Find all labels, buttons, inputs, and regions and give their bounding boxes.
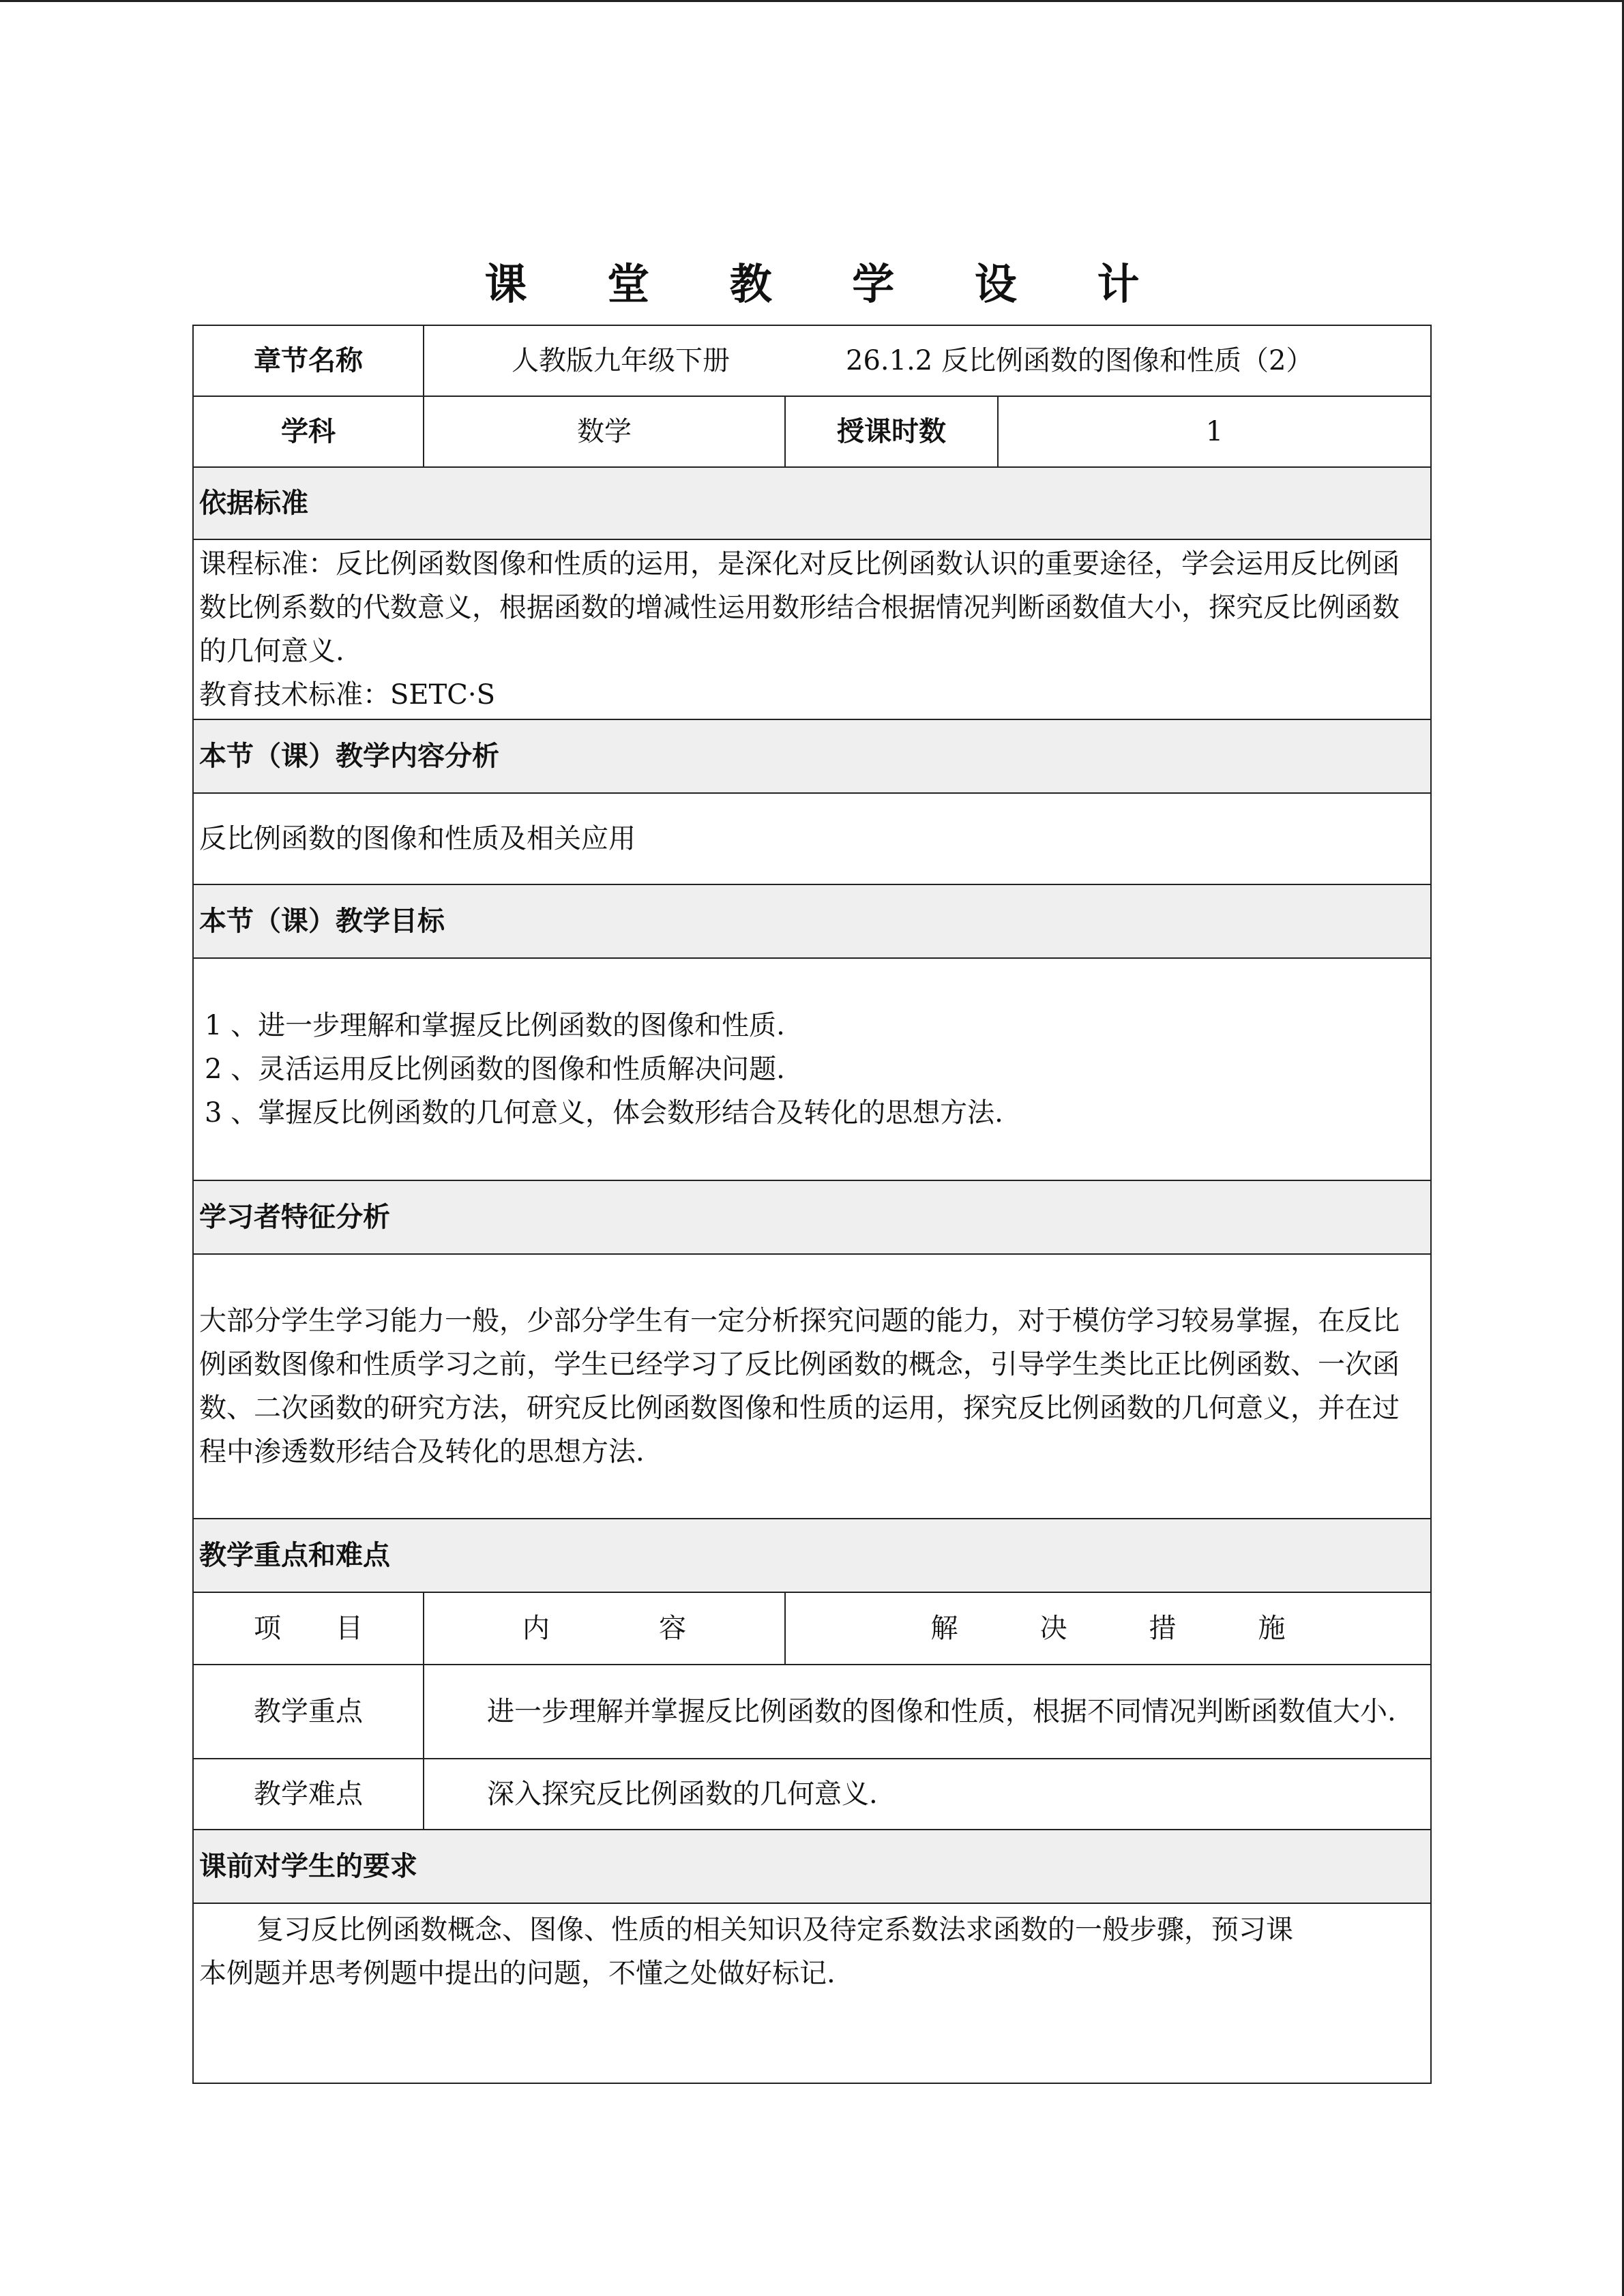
focus-text: 进一步理解并掌握反比例函数的图像和性质，根据不同情况判断函数值大小.	[424, 1665, 1431, 1759]
key-points-column-row	[193, 1592, 1431, 1665]
objectives-heading: 本节（课）教学目标	[193, 884, 1431, 958]
lesson-design-table	[192, 325, 1432, 2084]
chapter-topic: 26.1.2 反比例函数的图像和性质（2）	[846, 345, 1314, 376]
key-points-heading-row	[193, 1519, 1431, 1592]
document-title: 课 堂 教 学 设 计	[484, 259, 1172, 309]
focus-row	[193, 1665, 1431, 1759]
subject-label: 学科	[193, 396, 424, 467]
pre-class-heading: 课前对学生的要求	[193, 1830, 1431, 1903]
pre-class-text: 复习反比例函数概念、图像、性质的相关知识及待定系数法求函数的一般步骤，预习课本例题并思考例题中提出的问题，不懂之处做好标记.	[199, 1914, 1293, 1989]
standards-heading: 依据标准	[193, 467, 1431, 539]
learner-body-row	[193, 1254, 1431, 1519]
content-analysis-heading: 本节（课）教学内容分析	[193, 719, 1431, 793]
pre-class-heading-row	[193, 1830, 1431, 1903]
standards-heading-row	[193, 467, 1431, 539]
content-analysis-heading-row	[193, 719, 1431, 793]
hours-label: 授课时数	[785, 396, 998, 467]
learner-heading-row	[193, 1180, 1431, 1254]
page-border-top	[0, 0, 1624, 2]
objectives-body	[193, 958, 1431, 1180]
key-points-heading: 教学重点和难点	[193, 1519, 1431, 1592]
hours-value: 1	[998, 396, 1431, 467]
objective-item: 1 、进一步理解和掌握反比例函数的图像和性质.	[205, 1010, 785, 1041]
objectives-heading-row	[193, 884, 1431, 958]
tech-standard-text: 教育技术标准：SETC·S	[199, 679, 496, 711]
difficulty-row	[193, 1759, 1431, 1830]
learner-heading: 学习者特征分析	[193, 1180, 1431, 1254]
chapter-row	[193, 325, 1431, 396]
col-item-header: 项 目	[193, 1592, 424, 1665]
focus-label: 教学重点	[193, 1665, 424, 1759]
subject-row	[193, 396, 1431, 467]
learner-text: 大部分学生学习能力一般，少部分学生有一定分析探究问题的能力，对于模仿学习较易掌握，在反比例函数图像和性质学习之前，学生已经学习了反比例函数的概念，引导学生类比正比例函数、一次函数、二次函数的研究方法，研究反比例函数图像和性质的运用，探究反比例函数的几何意义，并在过程中渗透数形结合及转化的思想方法.	[193, 1254, 1431, 1519]
standards-body	[193, 539, 1431, 719]
standards-body-row	[193, 539, 1431, 719]
chapter-book: 人教版九年级下册	[512, 345, 730, 376]
objective-item: 2 、灵活运用反比例函数的图像和性质解决问题.	[205, 1054, 785, 1085]
objective-item: 3 、掌握反比例函数的几何意义，体会数形结合及转化的思想方法.	[205, 1097, 1003, 1129]
course-standard-text: 课程标准：反比例函数图像和性质的运用，是深化对反比例函数认识的重要途径，学会运用反比例函数比例系数的代数意义，根据函数的增减性运用数形结合根据情况判断函数值大小，探究反比例函数的几何意义.	[199, 548, 1400, 667]
col-measures-header: 解 决 措 施	[785, 1592, 1431, 1665]
pre-class-body-row	[193, 1903, 1431, 2083]
subject-value: 数学	[424, 396, 785, 467]
col-content-header: 内 容	[424, 1592, 785, 1665]
difficulty-text: 深入探究反比例函数的几何意义.	[424, 1759, 1431, 1830]
content-analysis-body-row	[193, 793, 1431, 884]
content-analysis-text: 反比例函数的图像和性质及相关应用	[193, 793, 1431, 884]
difficulty-label: 教学难点	[193, 1759, 424, 1830]
chapter-label: 章节名称	[193, 325, 424, 396]
chapter-value-cell	[424, 325, 1431, 396]
objectives-body-row	[193, 958, 1431, 1180]
